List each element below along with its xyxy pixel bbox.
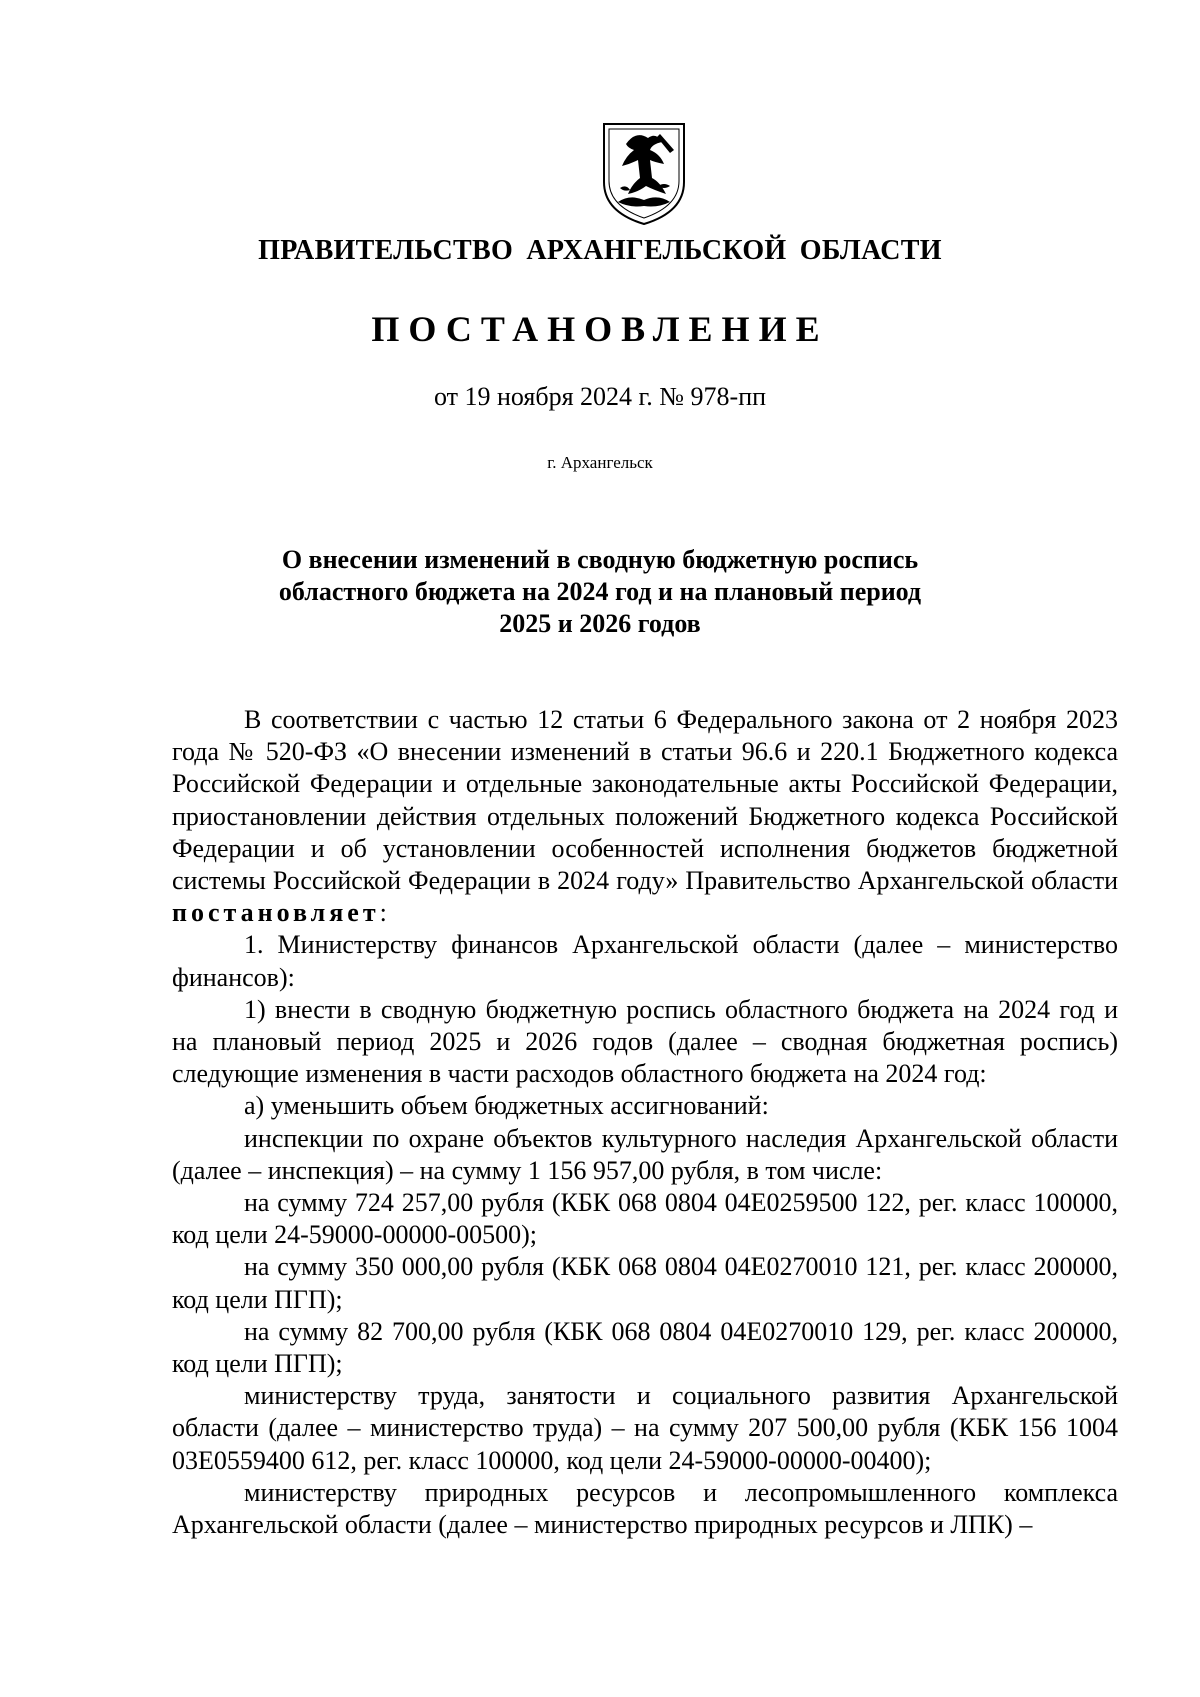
body-paragraph: на сумму 82 700,00 рубля (КБК 068 0804 04Е0270010 129, рег. класс 200000, код цели ПГП); <box>172 1316 1118 1379</box>
coat-of-arms-icon <box>600 120 688 228</box>
subject-line: 2025 и 2026 годов <box>499 609 701 638</box>
body-paragraph: министерству природных ресурсов и лесопромышленного комплекса Архангельской области (далее – министерство природных ресурсов и ЛПК) – <box>172 1477 1118 1540</box>
government-title: ПРАВИТЕЛЬСТВО АРХАНГЕЛЬСКОЙ ОБЛАСТИ <box>258 235 942 266</box>
body-paragraph: инспекции по охране объектов культурного наследия Архангельской области (далее – инспекция) – на сумму 1 156 957,00 рубля, в том числе: <box>172 1123 1118 1185</box>
document-body <box>172 704 1118 1541</box>
document-type: ПОСТАНОВЛЕНИЕ <box>371 309 829 349</box>
subject-line: О внесении изменений в сводную бюджетную роспись <box>281 545 919 574</box>
body-paragraph: на сумму 724 257,00 рубля (КБК 068 0804 04Е0259500 122, рег. класс 100000, код цели 24-59000-00000-00500); <box>172 1188 1118 1250</box>
body-paragraph: министерству труда, занятости и социального развития Архангельской области (далее – министерство труда) – на сумму 207 500,00 рубля (КБК 156 1004 03Е0559400 612, рег. класс 100000, код цели 24-59000-00000-00400); <box>172 1381 1118 1475</box>
subject-line: областного бюджета на 2024 год и на плановый период <box>278 577 922 606</box>
document-subject <box>0 544 1200 640</box>
body-paragraph: 1) внести в сводную бюджетную роспись областного бюджета на 2024 год и на плановый период 2025 и 2026 годов (далее – сводная бюджетная роспись) следующие изменения в части расходов областного бюджета на 2024 год: <box>172 994 1118 1089</box>
document-city: г. Архангельск <box>547 453 653 472</box>
preamble-text: В соответствии с частью 12 статьи 6 Федерального закона от 2 ноября 2023 года № 520-ФЗ «О внесении изменений в статьи 96.6 и 220.1 Бюджетного кодекса Российской Федерации и отдельные законодательные акты Российской Федерации, приостановлении действия отдельных положений Бюджетного кодекса Российской Федерации и об установлении особенностей исполнения бюджетов бюджетной системы Российской Федерации в 2024 году» Правительство Архангельской области <box>172 705 1118 896</box>
document-date-number: от 19 ноября 2024 г. № 978-пп <box>433 382 767 411</box>
body-paragraph: 1. Министерству финансов Архангельской области (далее – министерство финансов): <box>172 930 1118 992</box>
body-paragraph: а) уменьшить объем бюджетных ассигнований: <box>244 1091 769 1121</box>
preamble-colon: : <box>379 898 387 928</box>
body-paragraph <box>172 704 1118 929</box>
body-paragraph: на сумму 350 000,00 рубля (КБК 068 0804 04Е0270010 121, рег. класс 200000, код цели ПГП); <box>172 1252 1118 1314</box>
decree-keyword: постановляет <box>172 898 380 928</box>
